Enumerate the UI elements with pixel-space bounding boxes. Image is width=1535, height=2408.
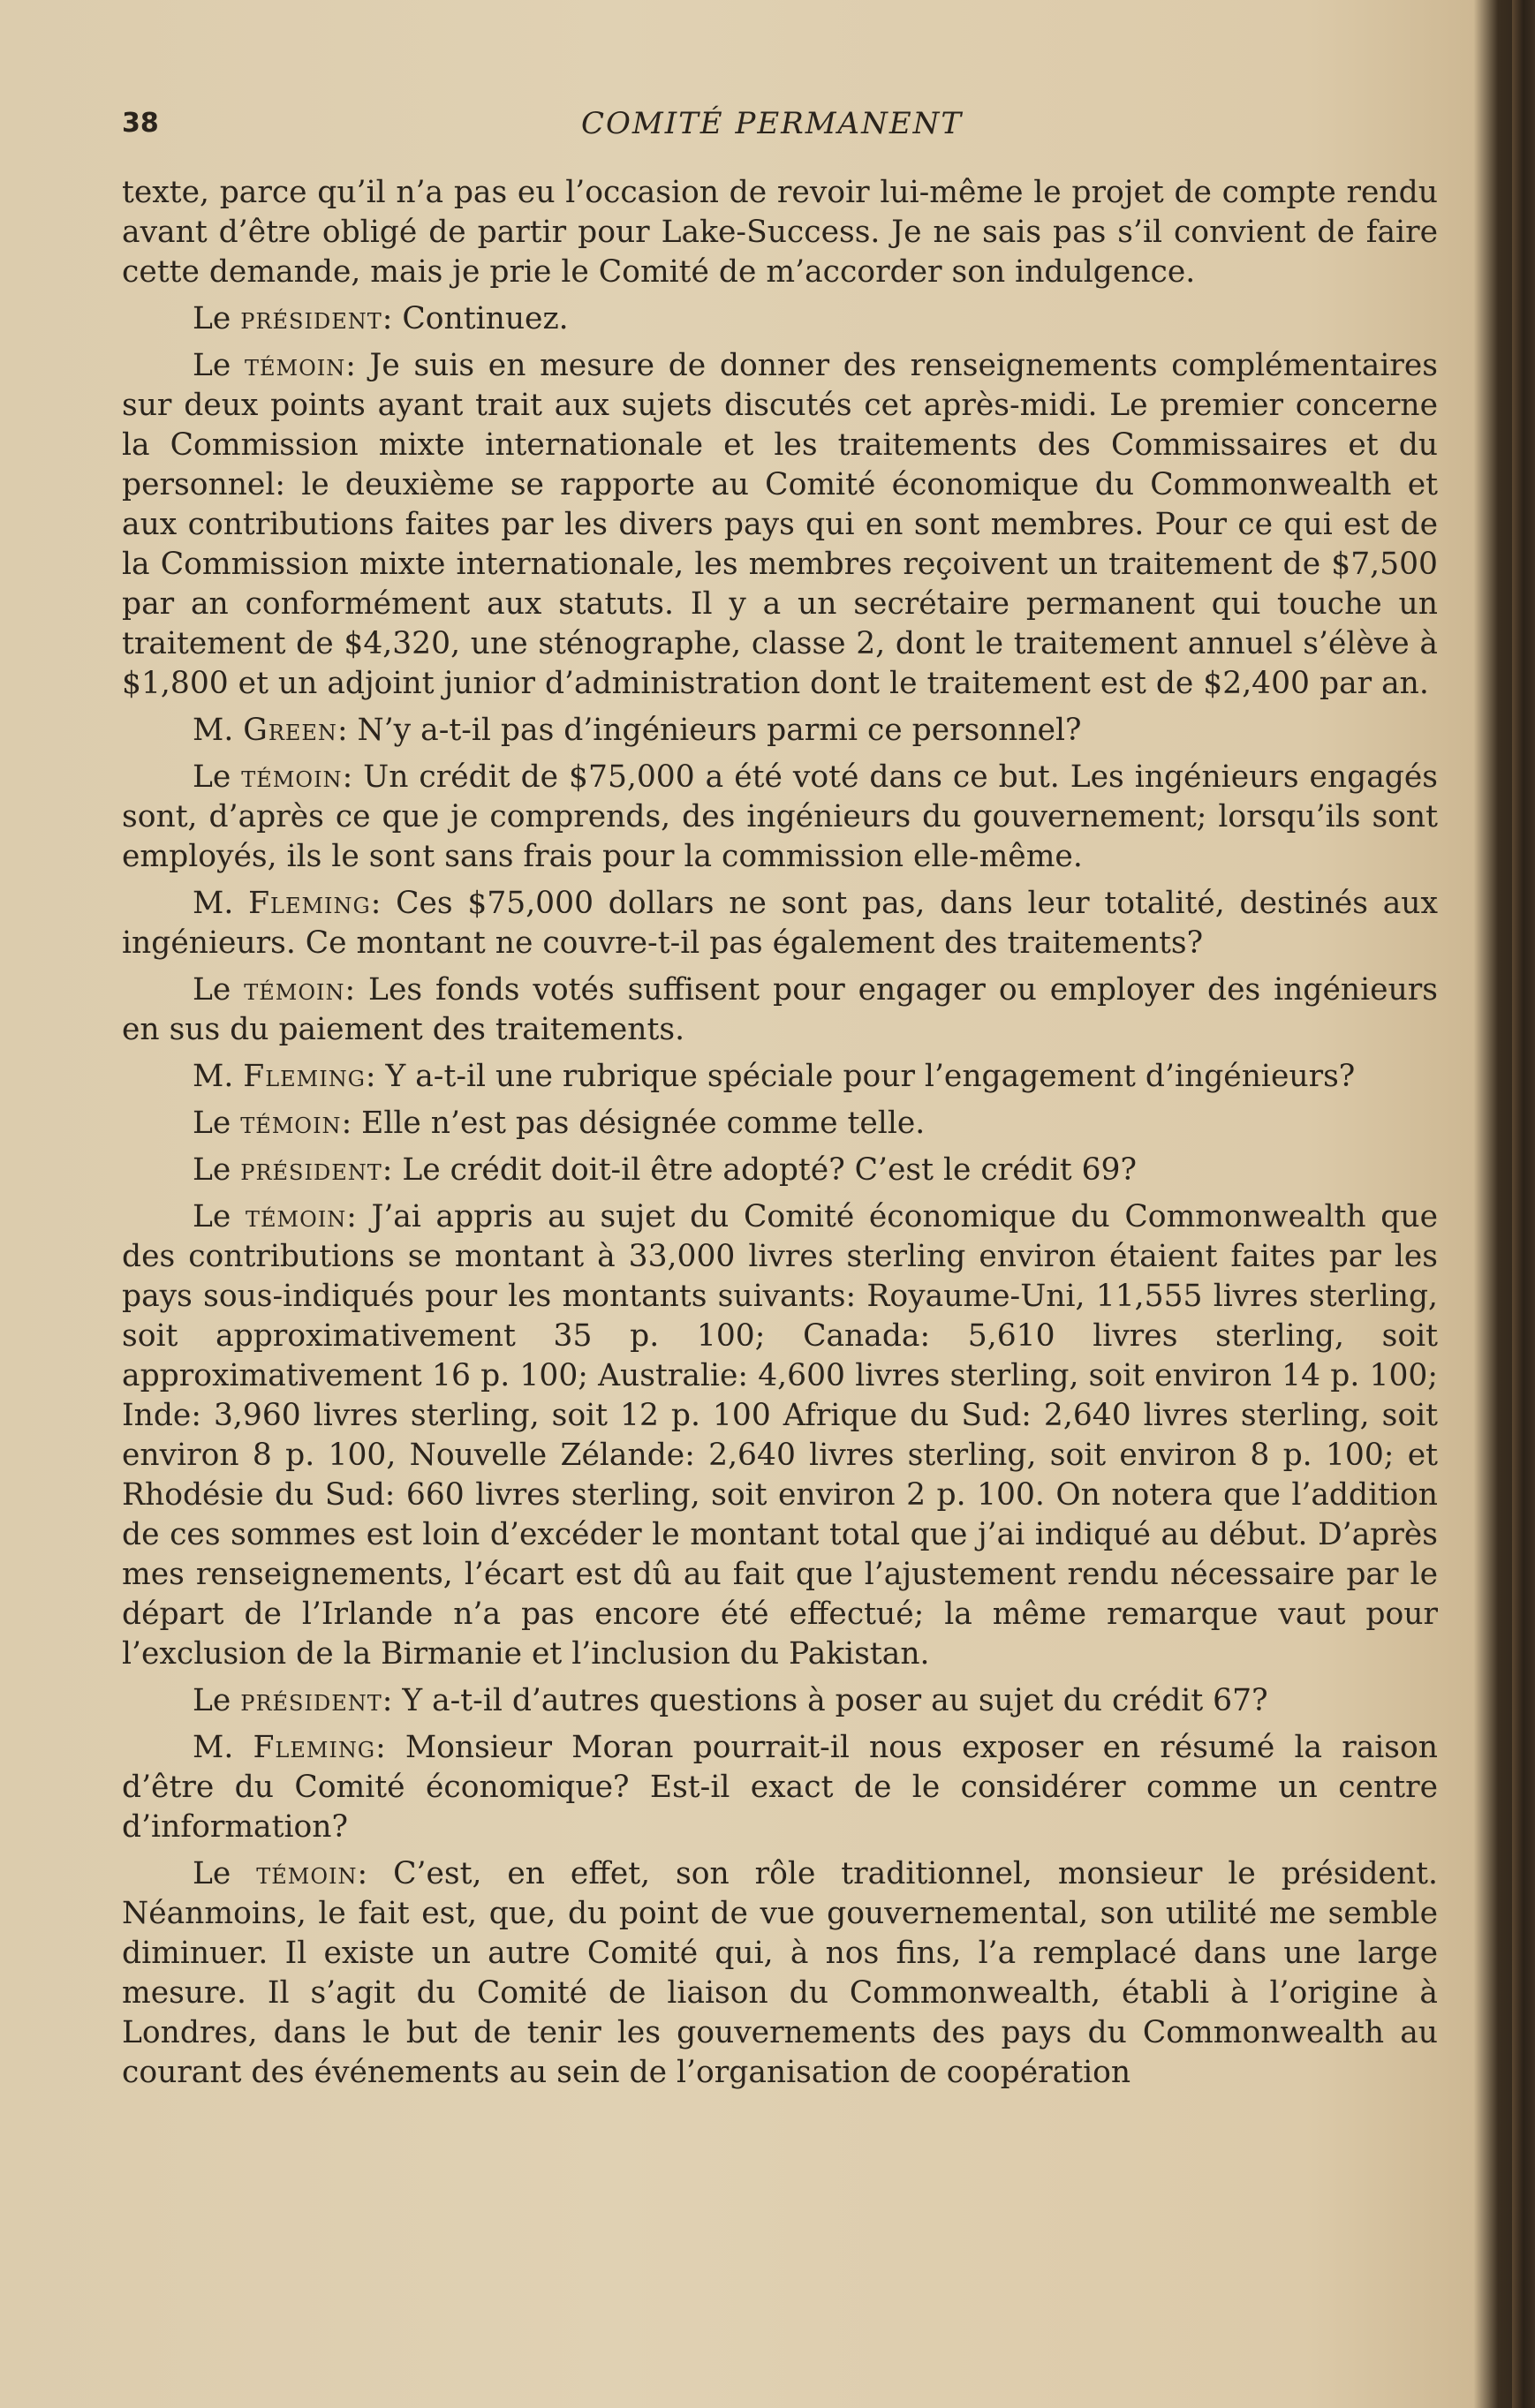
speaker-prefix: Le [193,759,242,795]
paragraph [122,884,1438,963]
paragraph-text: : Continuez. [382,301,569,336]
paragraph [122,1681,1438,1721]
paragraph [122,1104,1438,1144]
book-spine-shadow [1512,0,1535,2408]
speaker-prefix: Le [193,1683,241,1718]
speaker-name: témoin [245,1199,347,1234]
speaker-name: témoin [256,1856,358,1891]
paragraph-text: : Monsieur Moran pourrait-il nous exposer en résumé la raison d’être du Comité économique? Est-il exact de le considérer comme un centre d’information? [122,1730,1438,1845]
page-number: 38 [122,108,159,139]
speaker-name: témoin [241,759,343,795]
speaker-prefix: M. [193,1730,253,1765]
paragraph [122,758,1438,877]
page-header [122,104,1438,148]
speaker-prefix: M. [193,1059,244,1094]
speaker-name: témoin [245,348,346,383]
paragraph-text: texte, parce qu’il n’a pas eu l’occasion de revoir lui-même le projet de compte rendu avant d’être obligé de partir pour Lake-Success. Je ne sais pas s’il convient de faire cette demande, mais je prie le Comité de m’accorder son indulgence. [122,175,1438,290]
speaker-prefix: Le [193,1106,241,1141]
speaker-prefix: Le [193,348,245,383]
speaker-name: témoin [240,1106,342,1141]
paragraph [122,299,1438,339]
paragraph [122,1197,1438,1674]
paragraph [122,173,1438,292]
paragraph [122,711,1438,751]
speaker-prefix: M. [193,886,249,921]
speaker-prefix: Le [193,1199,246,1234]
speaker-name: Fleming [253,1730,376,1765]
speaker-name: président [240,1683,382,1718]
speaker-prefix: Le [193,1152,241,1188]
speaker-name: Fleming [243,1059,366,1094]
paragraph-text: : Y a-t-il une rubrique spéciale pour l’engagement d’ingénieurs? [365,1059,1356,1094]
paragraph-text: : Y a-t-il d’autres questions à poser au sujet du crédit 67? [382,1683,1268,1718]
body-text [122,173,1438,2100]
paragraph-text: : N’y a-t-il pas d’ingénieurs parmi ce personnel? [336,713,1082,748]
speaker-name: Fleming [248,886,371,921]
speaker-prefix: M. [193,713,244,748]
speaker-prefix: Le [193,301,241,336]
running-title: COMITÉ PERMANENT [581,106,964,141]
paragraph [122,346,1438,704]
speaker-name: témoin [244,972,345,1008]
paragraph [122,1854,1438,2093]
speaker-name: président [240,1152,382,1188]
speaker-name: président [240,301,382,336]
paragraph-text: : C’est, en effet, son rôle traditionnel, monsieur le président. Néanmoins, le fait est, que, du point de vue gouvernemental, son utilité me semble diminuer. Il existe un autre Comité qui, à nos fins, l’a remplacé dans une large mesure. Il s’agit du Comité de liaison du Commonwealth, établi à l’origine à Londres, dans le but de tenir les gouvernements des pays du Commonwealth au courant des événements au sein de l’organisation de coopération [122,1856,1438,2090]
paragraph [122,1151,1438,1190]
paragraph [122,1057,1438,1097]
speaker-prefix: Le [193,972,245,1008]
speaker-prefix: Le [193,1856,257,1891]
paragraph [122,1728,1438,1847]
paragraph-text: : Un crédit de $75,000 a été voté dans ce but. Les ingénieurs engagés sont, d’après ce que je comprends, des ingénieurs du gouvernement; lorsqu’ils sont employés, ils le sont sans frais pour la commission elle-même. [122,759,1439,874]
paragraph-text: : J’ai appris au sujet du Comité économique du Commonwealth que des contributions se montant à 33,000 livres sterling environ étaient faites par les pays sous-indiqués pour les montants suivants: Royaume-Uni, 11,555 livres sterling, soit approximativement 35 p. 100; Canada: 5,610 livres sterling, soit approximativement 16 p. 100; Australie: 4,600 livres sterling, soit environ 14 p. 100; Inde: 3,960 livres sterling, soit 12 p. 100 Afrique du Sud: 2,640 livres sterling, soit environ 8 p. 100, Nouvelle Zélande: 2,640 livres sterling, soit environ 8 p. 100; et Rhodésie du Sud: 660 livres sterling, soit environ 2 p. 100. On notera que l’addition de ces sommes est loin d’excéder le montant total que j’ai indiqué au début. D’après mes renseignements, l’écart est dû au fait que l’ajustement rendu nécessaire par le départ de l’Irlande n’a pas encore été effectué; la même remarque vaut pour l’exclusion de la Birmanie et l’inclusion du Pakistan. [122,1199,1438,1672]
paragraph-text: : Je suis en mesure de donner des renseignements complémentaires sur deux points ayant trait aux sujets discutés cet après-midi. Le premier concerne la Commission mixte internationale et les traitements des Commissaires et du personnel: le deuxième se rapporte au Comité économique du Commonwealth et aux contributions faites par les divers pays qui en sont membres. Pour ce qui est de la Commission mixte internationale, les membres reçoivent un traitement de $7,500 par an conformément aux statuts. Il y a un secrétaire permanent qui touche un traitement de $4,320, une sténographe, classe 2, dont le traitement annuel s’élève à $1,800 et un adjoint junior d’administration dont le traitement est de $2,400 par an. [122,348,1438,701]
paragraph-text: : Le crédit doit-il être adopté? C’est le crédit 69? [382,1152,1137,1188]
paragraph-text: : Ces $75,000 dollars ne sont pas, dans leur totalité, destinés aux ingénieurs. Ce montant ne couvre-t-il pas également des traitements? [122,886,1438,961]
paragraph [122,970,1438,1050]
paragraph-text: : Elle n’est pas désignée comme telle. [341,1106,926,1141]
paragraph-text: : Les fonds votés suffisent pour engager ou employer des ingénieurs en sus du paiement des traitements. [122,972,1438,1047]
speaker-name: Green [243,713,337,748]
